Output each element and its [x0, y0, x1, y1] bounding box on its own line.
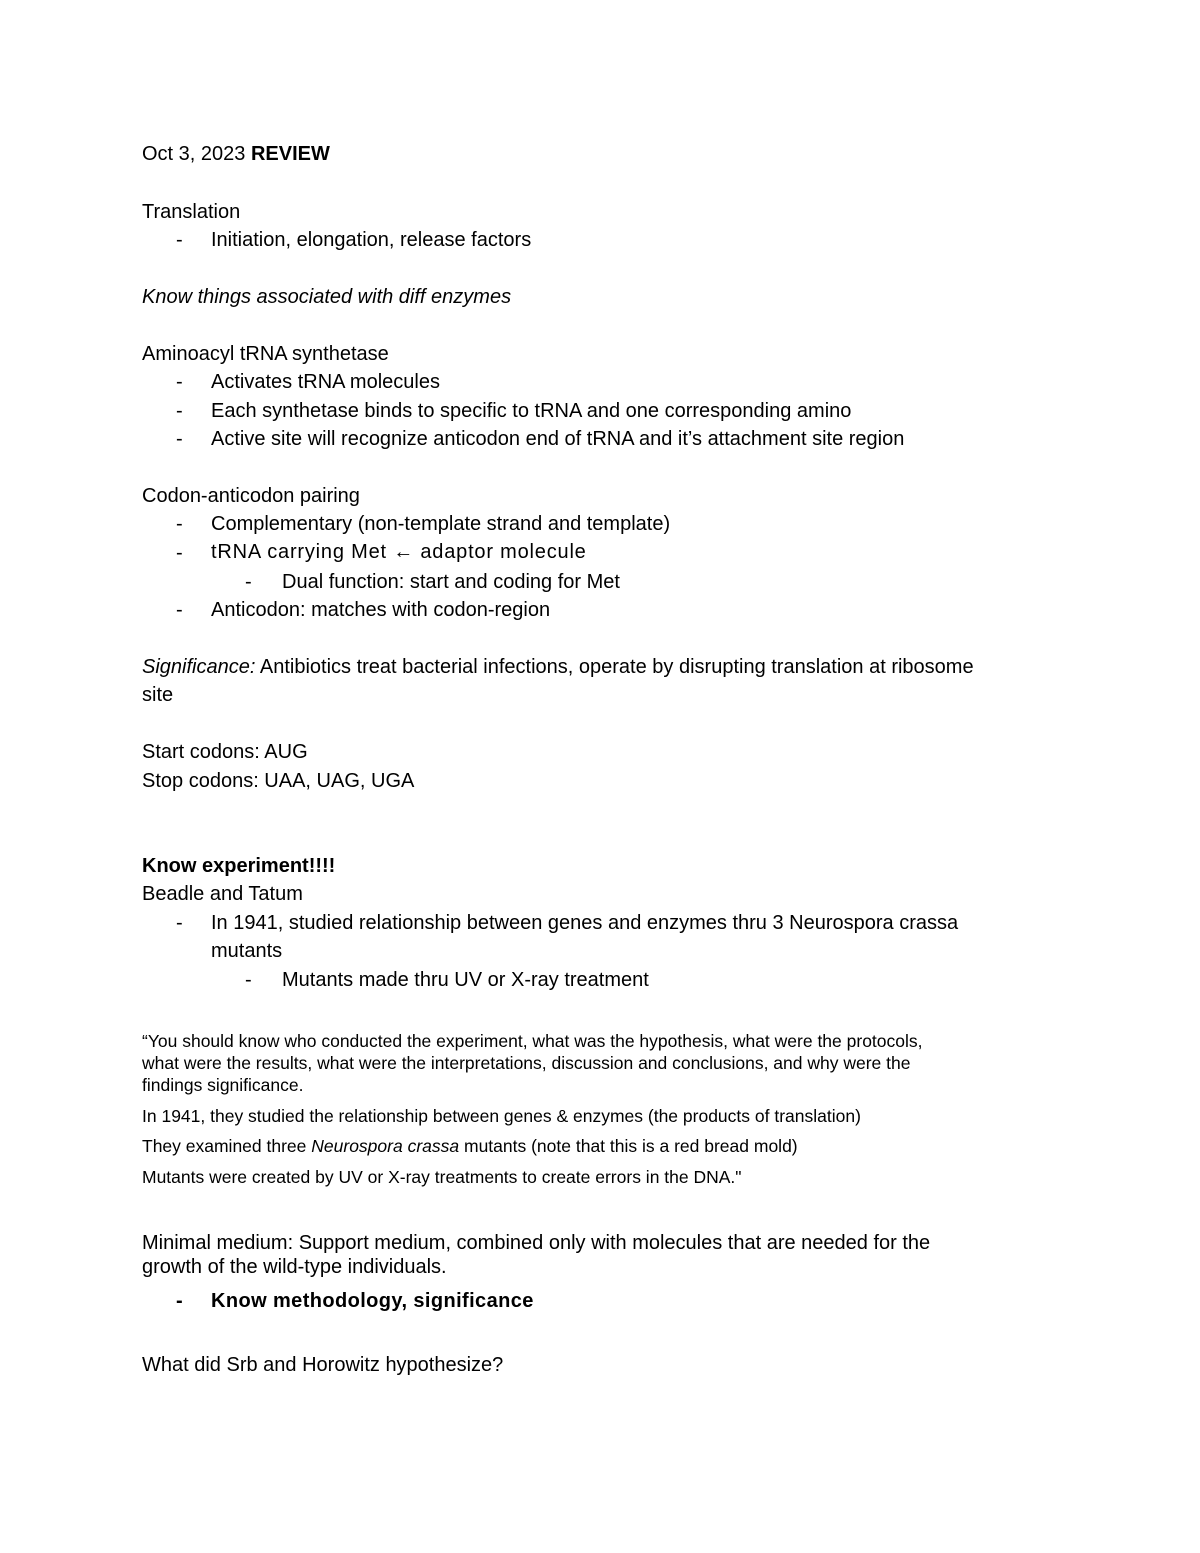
translation-heading: Translation	[142, 201, 241, 223]
synthetase-item: Activates tRNA molecules	[211, 371, 440, 393]
question-line: What did Srb and Horowitz hypothesize?	[142, 1354, 504, 1376]
quote-line: findings significance.	[142, 1075, 304, 1095]
pairing-item: tRNA carrying Met ← adaptor molecule	[211, 541, 587, 563]
stop-codons: Stop codons: UAA, UAG, UGA	[142, 770, 415, 792]
pairing-heading: Codon-anticodon pairing	[142, 485, 360, 507]
minimal-medium-line: Minimal medium: Support medium, combined only with molecules that are needed for the	[142, 1232, 931, 1254]
pairing-item: Anticodon: matches with codon-region	[211, 599, 551, 621]
quote-line	[142, 1135, 798, 1157]
bullet-dash: -	[176, 229, 183, 251]
experiment-subitem: Mutants made thru UV or X-ray treatment	[282, 969, 649, 991]
experiment-item: In 1941, studied relationship between genes and enzymes thru 3 Neurospora crassa	[211, 912, 959, 934]
quote-line: what were the results, what were the interpretations, discussion and conclusions, and why were the	[142, 1053, 911, 1073]
pairing-item: Complementary (non-template strand and template)	[211, 513, 671, 535]
start-codons: Start codons: AUG	[142, 741, 308, 763]
bullet-dash: -	[245, 969, 252, 991]
bullet-dash: -	[176, 599, 183, 621]
synthetase-item: Each synthetase binds to specific to tRNA and one corresponding amino	[211, 400, 852, 422]
bullet-dash: -	[176, 371, 183, 393]
significance-label: Significance:	[142, 656, 256, 678]
significance-text: Antibiotics treat bacterial infections, operate by disrupting translation at ribosome	[255, 656, 974, 678]
bullet-dash: -	[245, 571, 252, 593]
significance-line	[142, 655, 974, 679]
experiment-item-continuation: mutants	[211, 940, 283, 962]
experiment-heading: Know experiment!!!!	[142, 855, 336, 877]
quote-text: They examined three	[142, 1136, 312, 1156]
enzymes-note: Know things associated with diff enzymes	[142, 286, 512, 308]
synthetase-heading: Aminoacyl tRNA synthetase	[142, 343, 389, 365]
bullet-dash: -	[176, 428, 183, 450]
synthetase-item: Active site will recognize anticodon end of tRNA and it’s attachment site region	[211, 428, 905, 450]
bullet-dash: -	[176, 912, 183, 934]
minimal-medium-bullet: Know methodology, significance	[211, 1290, 534, 1312]
quote-text: mutants (note that this is a red bread mold)	[459, 1136, 798, 1156]
quote-line: “You should know who conducted the experiment, what was the hypothesis, what were the protocols,	[142, 1031, 923, 1051]
pairing-subitem: Dual function: start and coding for Met	[282, 571, 620, 593]
quote-line: In 1941, they studied the relationship between genes & enzymes (the products of translation)	[142, 1106, 861, 1126]
quote-species: Neurospora crassa	[311, 1136, 460, 1156]
bullet-dash: -	[176, 400, 183, 422]
minimal-medium-continuation: growth of the wild-type individuals.	[142, 1256, 447, 1278]
bullet-dash: -	[176, 1290, 183, 1312]
significance-continuation: site	[142, 684, 174, 706]
header-line	[142, 142, 330, 166]
header-title: REVIEW	[250, 143, 330, 165]
quote-line: Mutants were created by UV or X-ray treatments to create errors in the DNA."	[142, 1167, 742, 1187]
bullet-dash: -	[176, 542, 183, 564]
header-date: Oct 3, 2023	[142, 143, 246, 165]
experiment-subheading: Beadle and Tatum	[142, 883, 303, 905]
bullet-dash: -	[176, 513, 183, 535]
translation-item: Initiation, elongation, release factors	[211, 229, 532, 251]
